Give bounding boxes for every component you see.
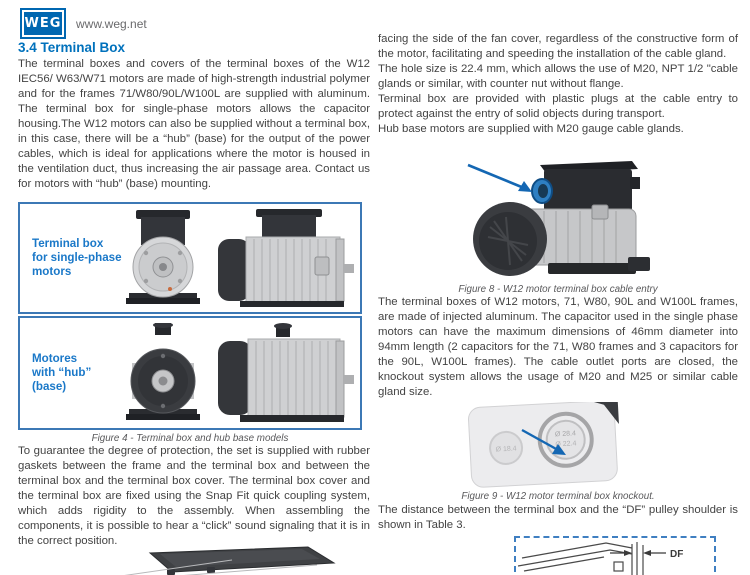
figure9-caption: Figure 9 - W12 motor terminal box knockout.	[461, 491, 655, 502]
figure4-top-label-line2: for single-phase	[32, 251, 122, 264]
website-url: www.weg.net	[76, 16, 147, 31]
motor-front-terminal-box-illustration	[124, 209, 202, 307]
figure8-motor-illustration	[452, 157, 687, 281]
right-paragraph-5: The terminal boxes of W12 motors, 71, W80, 90L and W100L frames, are made of injected aluminum. The capacitor used in the single phase motors can have the maximum dimensions of 46mm diameter into 94mm length (2 capacitors for the 71, W80 frames and 3 capacitors for the 90L, W100L frames). The cable outlet ports are closed, the knockout system allows the usage of M20 and M25 or similar cable gland size.	[378, 296, 738, 398]
figure4-bottom-label-line2: with “hub”	[32, 366, 92, 379]
figure8-caption: Figure 8 - W12 motor terminal box cable entry	[458, 284, 658, 295]
figure4-top-panel	[18, 202, 362, 314]
figure4-top-label-line3: motors	[32, 265, 72, 278]
right-paragraph-6: The distance between the terminal box and the “DF” pulley shoulder is shown in Table 3.	[378, 504, 738, 531]
right-paragraph-group	[378, 32, 738, 137]
figure4-top-label	[20, 237, 124, 279]
section-title: 3.4 Terminal Box	[18, 40, 126, 55]
figure4-bottom-panel	[18, 316, 362, 430]
motor-front-hub-illustration	[124, 323, 202, 423]
motor-side-terminal-box-illustration	[218, 209, 358, 307]
terminal-box-cover-illustration	[112, 546, 347, 575]
knockout-large-inner-diameter-label: Ø 22.4	[555, 440, 577, 449]
df-label: DF	[670, 549, 684, 560]
cable-entry-arrow-icon	[468, 165, 532, 192]
page-header	[20, 8, 147, 39]
left-paragraph-2: To guarantee the degree of protection, the set is supplied with rubber gaskets between the frame and the terminal box and between the terminal box and the terminal box cover. The terminal box cover and the terminal box are fixed using the Snap Fit quick coupling system, which adds rigidity to the assembly. When assembling the components, it is possible to hear a “click” sound signaling that it is in the correct position.	[18, 445, 370, 547]
figure4-bottom-label-line1: Motores	[32, 352, 78, 365]
figure4-bottom-label	[20, 352, 124, 394]
df-dimension-diagram	[516, 538, 714, 575]
df-diagram-frame	[514, 536, 716, 575]
weg-logo-text: WEG	[24, 16, 62, 31]
right-paragraph-4: Hub base motors are supplied with M20 gauge cable glands.	[378, 123, 684, 135]
right-paragraph-2: The hole size is 22.4 mm, which allows the use of M20, NPT 1/2 "cable glands or similar, with counter nut without flange.	[378, 63, 738, 90]
figure4-bottom-label-line3: (base)	[32, 380, 67, 393]
left-paragraph-1: The terminal boxes and covers of the terminal boxes of the W12 IEC56/ W63/W71 motors are made of high-strength industrial polymer and for the frames 71/W80/90L/W100L are supplied with aluminum. The terminal box for single-phase motors allows the capacitor housing.The W12 motors can also be supplied without a terminal box, in this case, there will be a “hub” (base) for the output of the power cables, which is ideal for applications where the motor is housed in the ventilation duct, thus increasing the air passage area. Contact us for motors with “hub” (base) mounting.	[18, 58, 370, 190]
knockout-small-diameter-label: Ø 18.4	[495, 445, 517, 454]
figure4-top-label-line1: Terminal box	[32, 237, 104, 250]
figure4-caption: Figure 4 - Terminal box and hub base models	[91, 433, 289, 444]
motor-side-hub-illustration	[218, 323, 358, 423]
weg-logo	[20, 8, 66, 39]
figure9-knockout-illustration	[466, 402, 620, 490]
knockout-large-outer-diameter-label: Ø 28.4	[554, 430, 577, 439]
right-paragraph-3: Terminal box are provided with plastic plugs at the cable entry to protect against the entry of solid objects during transport.	[378, 93, 738, 120]
right-paragraph-1: facing the side of the fan cover, regardless of the constructive form of the motor, facilitating and speeding the installation of the cable gland.	[378, 33, 738, 60]
